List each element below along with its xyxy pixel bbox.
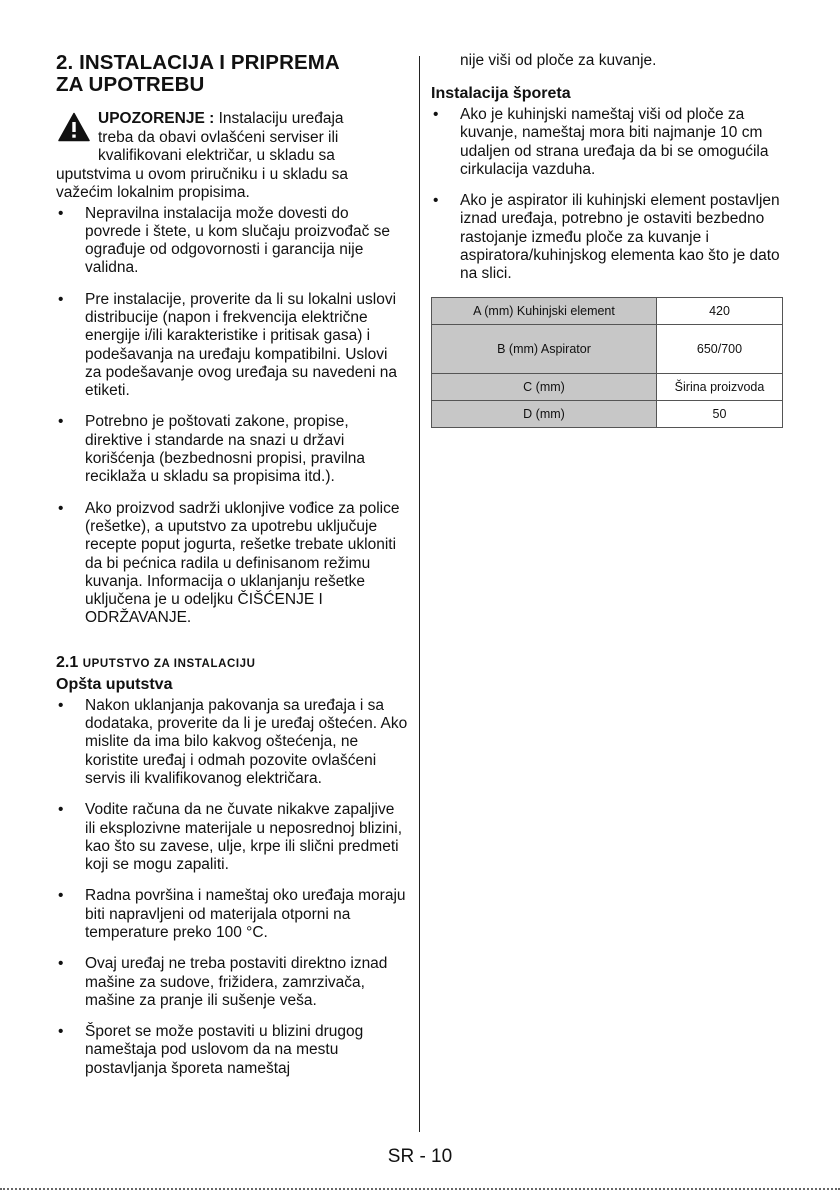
chapter-title-line2: ZA UPOTREBU xyxy=(56,73,205,96)
chapter-title-line1: 2. INSTALACIJA I PRIPREMA xyxy=(56,51,340,74)
general-instructions-heading: Opšta uputstva xyxy=(56,675,173,693)
table-row xyxy=(432,324,783,373)
warning-line-3: kvalifikovani električar, u skladu sa xyxy=(98,147,335,164)
warning-text-1: Instalaciju uređaja xyxy=(214,110,344,127)
warning-line-5: važećim lokalnim propisima. xyxy=(56,184,250,201)
list-item: • Radna površina i nameštaj oko uređaja moraju biti napravljeni od materijala otporni na temperature preko 100 °C. xyxy=(56,887,408,942)
table-cell-value: 420 xyxy=(657,297,783,324)
list-item: • Ovaj uređaj ne treba postaviti direktno iznad mašine za sudove, frižidera, zamrzivača, mašine za pranje ili sušenje veša. xyxy=(56,955,408,1010)
left-column xyxy=(56,52,408,1091)
table-cell-value: 650/700 xyxy=(657,324,783,373)
table-cell-value: Širina proizvoda xyxy=(657,373,783,400)
table-cell-label: C (mm) xyxy=(432,373,657,400)
list-item: • Vodite računa da ne čuvate nikakve zapaljive ili eksplozivne materijale u neposrednoj blizini, kao što su zavese, ulje, krpe ili slični predmeti koji se mogu zapaliti. xyxy=(56,801,408,874)
list-item: • Nakon uklanjanja pakovanja sa uređaja i sa dodataka, proverite da li je uređaj oštećen. Ako mislite da ima bilo kakvog oštećenja, ne koristite uređaj i odmah pozovite ovlašćeni servis ili kvalifikovanog električara. xyxy=(56,697,408,788)
page-number: SR - 10 xyxy=(387,1146,453,1167)
list-item: • Pre instalacije, proverite da li su lokalni uslovi distribucije (napon i frekvencija električne energije i/ili karakteristike i pritisak gasa) i podešavanja na uređaju kompatibilni. Uslovi za podešavanje ovog uređaja su navedeni na etiketi. xyxy=(56,291,408,401)
list-item: • Šporet se može postaviti u blizini drugog nameštaja pod uslovom da na mestu postavljanja šporeta nameštaj xyxy=(56,1023,408,1078)
warning-line-4: uputstvima u ovom priručniku i u skladu sa xyxy=(56,165,349,183)
stove-installation-heading: Instalacija šporeta xyxy=(431,85,571,102)
stove-installation-list xyxy=(431,106,783,284)
warning-triangle-icon xyxy=(58,112,90,142)
column-divider xyxy=(419,56,420,1132)
table-cell-label: A (mm) Kuhinjski element xyxy=(432,297,657,324)
list-item: • Ako proizvod sadrži uklonjive vođice za police (rešetke), a uputstvo za upotrebu uključuje recepte poput jogurta, rešetke trebate ukloniti da bi pećnica radila u definisanom režimu kuvanja. Informacija o uklanjanju rešetke uključena je u odeljku ČIŠĆENJE I ODRŽAVANJE. xyxy=(56,500,408,628)
table-row xyxy=(432,400,783,427)
warning-block xyxy=(56,110,408,203)
table-row xyxy=(432,373,783,400)
section-title: UPUTSTVO ZA INSTALACIJU xyxy=(82,657,256,670)
chapter-title xyxy=(56,52,408,96)
clearance-table xyxy=(431,297,783,428)
continued-text: nije viši od ploče za kuvanje. xyxy=(460,52,657,69)
table-cell-value: 50 xyxy=(657,400,783,427)
general-instructions-list xyxy=(56,697,408,1078)
warning-line-2: treba da obavi ovlašćeni serviser ili xyxy=(98,128,339,146)
section-number: 2.1 xyxy=(56,653,83,671)
right-column xyxy=(431,52,783,428)
table-cell-label: D (mm) xyxy=(432,400,657,427)
table-cell-label: B (mm) Aspirator xyxy=(432,324,657,373)
warning-line-1 xyxy=(56,110,408,129)
list-item: • Ako je aspirator ili kuhinjski element postavljen iznad uređaja, potrebno je ostaviti bezbedno rastojanje između ploče za kuvanje i aspiratora/kuhinjskog elementa kao što je dato na slici. xyxy=(431,192,783,283)
section-heading xyxy=(56,654,408,673)
table-row xyxy=(432,297,783,324)
bottom-dotted-rule xyxy=(0,1188,840,1190)
list-item: • Ako je kuhinjski nameštaj viši od ploče za kuvanje, nameštaj mora biti najmanje 10 cm udaljen od strana uređaja da bi se omogućila cirkulacija vazduha. xyxy=(431,106,783,179)
list-item: • Nepravilna instalacija može dovesti do povrede i štete, u kom slučaju proizvođač se ograđuje od odgovornosti i garancija nije validna. xyxy=(56,205,408,278)
installation-notes-list xyxy=(56,205,408,628)
list-item: • Potrebno je poštovati zakone, propise, direktive i standarde na snazi u državi korišćenja (bezbednosni propisi, pravilna reciklaža u skladu sa propisima itd.). xyxy=(56,413,408,486)
warning-label: UPOZORENJE : xyxy=(98,110,215,127)
